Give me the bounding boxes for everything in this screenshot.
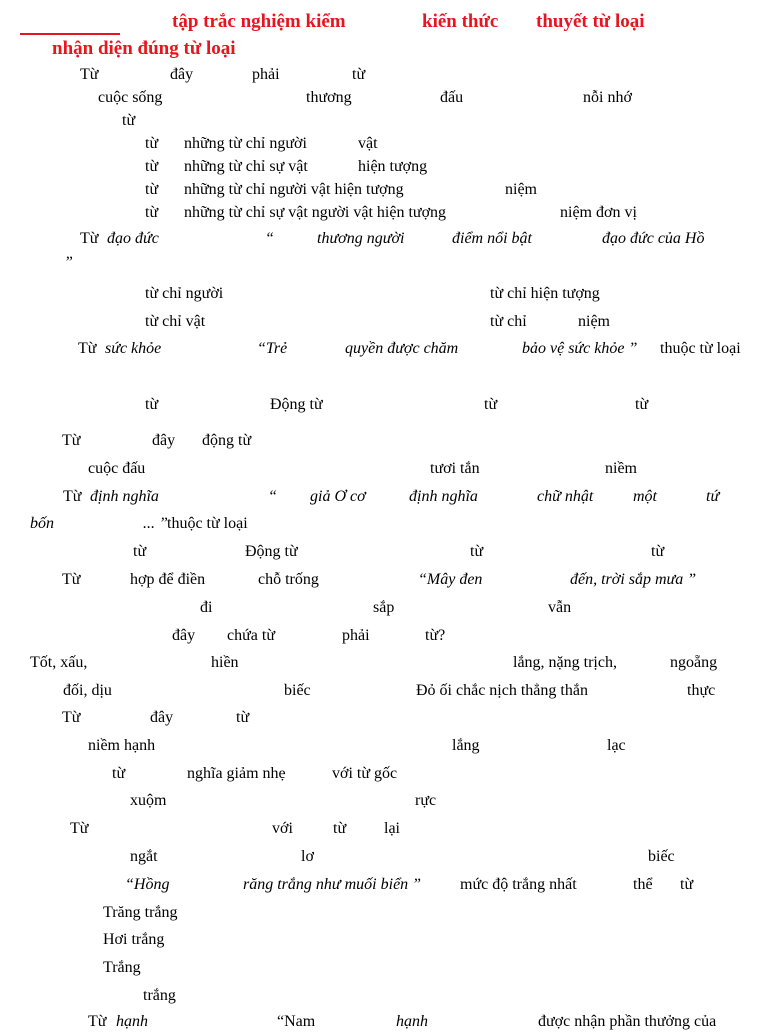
text-fragment: tứ: [706, 488, 720, 505]
text-fragment: từ: [236, 709, 250, 726]
text-fragment: ngoẵng: [670, 654, 718, 671]
text-fragment: thuộc từ loại: [660, 340, 741, 357]
text-fragment: “Mây đen: [418, 571, 483, 588]
option-c: từ: [470, 543, 484, 560]
text-fragment: hợp để điền: [130, 571, 206, 588]
option-d: Đỏ ối chắc nịch thẳng thắn: [416, 682, 588, 699]
text-fragment: với: [272, 820, 293, 837]
text-fragment: một: [633, 488, 657, 505]
text-fragment: từ: [352, 66, 366, 83]
option-b: Động từ: [270, 396, 323, 413]
option-label: từ: [145, 135, 159, 152]
text-fragment: Từ: [62, 709, 81, 726]
text-fragment: chứa từ: [227, 627, 275, 644]
text-fragment: “: [265, 230, 274, 247]
subtitle: nhận diện đúng từ loại: [52, 38, 236, 59]
text-fragment: Từ: [80, 230, 99, 247]
text-fragment: lại: [384, 820, 400, 837]
option-c: từ chỉ vật: [145, 313, 206, 330]
text-fragment: thuộc từ loại: [167, 515, 248, 532]
option-d: từ chỉ: [490, 313, 527, 330]
text-fragment: từ: [122, 112, 136, 129]
option-label: từ: [145, 204, 159, 221]
text-fragment: quyền được chăm: [345, 340, 459, 357]
option-a: xuộm: [130, 792, 167, 809]
text-fragment: “Hồng: [125, 876, 170, 893]
option-a: từ: [145, 396, 159, 413]
text-fragment: từ: [680, 876, 694, 893]
quoted-word: sức khỏe: [105, 340, 162, 357]
text-fragment: với từ gốc: [332, 765, 398, 782]
title-part-3: thuyết từ loại: [536, 11, 645, 32]
quoted-word: định nghĩa: [90, 488, 159, 505]
title-part-1: tập trắc nghiệm kiểm: [172, 11, 346, 32]
text-fragment: “Nam: [277, 1013, 316, 1030]
text-fragment: cuộc sống: [98, 89, 163, 106]
text-fragment: vật: [358, 135, 378, 152]
title-part-2: kiến thức: [422, 11, 499, 32]
text-fragment: bốn: [30, 515, 54, 532]
text-fragment: từ: [333, 820, 347, 837]
text-fragment: những từ chỉ người vật hiện tượng: [184, 181, 404, 198]
text-fragment: đối, dịu: [63, 682, 112, 699]
option-c: Trắng: [103, 959, 141, 976]
text-fragment: thể: [633, 876, 653, 893]
text-fragment: hạnh: [396, 1013, 428, 1030]
text-fragment: “Trẻ: [257, 340, 288, 357]
text-fragment: Từ: [70, 820, 89, 837]
text-fragment: niệm: [505, 181, 537, 198]
text-fragment: điểm nổi bật: [452, 230, 532, 247]
text-fragment: chỗ trống: [258, 571, 319, 588]
text-fragment: phải: [342, 627, 370, 644]
option-b: từ chỉ hiện tượng: [490, 285, 600, 302]
option-a: cuộc đấu: [88, 460, 146, 477]
option-a: từ chỉ người: [145, 285, 224, 302]
option-a: niềm hạnh: [88, 737, 156, 754]
option-c: rực: [415, 792, 437, 809]
text-fragment: nghĩa giảm nhẹ: [187, 765, 286, 782]
text-fragment: nỗi nhớ: [583, 89, 632, 106]
option-b: lắng, nặng trịch,: [513, 654, 617, 671]
text-fragment: đây: [150, 709, 174, 726]
text-fragment: niệm: [578, 313, 610, 330]
text-fragment: Từ: [62, 432, 81, 449]
option-label: từ: [145, 181, 159, 198]
text-fragment: mức độ trắng nhất: [460, 876, 577, 893]
option-label: từ: [145, 158, 159, 175]
text-fragment: đạo đức của Hồ: [602, 230, 705, 247]
text-fragment: đấu: [440, 89, 464, 106]
text-fragment: ”: [64, 254, 73, 271]
option-a: Trăng trắng: [103, 904, 178, 921]
text-fragment: đây: [152, 432, 176, 449]
text-fragment: Từ: [63, 488, 82, 505]
text-fragment: động từ: [202, 432, 252, 449]
option-d: biếc: [648, 848, 675, 865]
text-fragment: những từ chỉ người: [184, 135, 307, 152]
text-fragment: từ: [112, 765, 126, 782]
option-d: từ: [651, 543, 665, 560]
option-c: biếc: [284, 682, 311, 699]
option-c: lơ: [301, 848, 314, 865]
option-c: từ: [484, 396, 498, 413]
quoted-word: hạnh: [116, 1013, 148, 1030]
text-fragment: thương người: [317, 230, 405, 247]
option-b: sắp: [373, 599, 395, 616]
text-fragment: hiện tượng: [358, 158, 428, 175]
text-fragment: những từ chỉ sự vật: [184, 158, 308, 175]
text-fragment: đây: [172, 627, 196, 644]
option-d: trắng: [143, 987, 176, 1004]
text-fragment: hiền: [211, 654, 239, 671]
text-fragment: Từ: [80, 66, 99, 83]
title-underline: [20, 33, 120, 35]
text-fragment: thương: [306, 89, 352, 106]
option-b: Hơi trắng: [103, 931, 165, 948]
option-c: lắng: [452, 737, 480, 754]
text-fragment: Từ: [88, 1013, 107, 1030]
text-fragment: “: [268, 488, 277, 505]
text-fragment: những từ chỉ sự vật người vật hiện tượng: [184, 204, 447, 221]
text-fragment: thực: [687, 682, 716, 699]
option-a: ngắt: [130, 848, 158, 865]
quoted-word: đạo đức: [107, 230, 159, 247]
text-fragment: bảo vệ sức khỏe ”: [522, 340, 638, 357]
text-fragment: giả Ơ cơ: [310, 488, 366, 505]
text-fragment: định nghĩa: [409, 488, 478, 505]
option-a: Tốt, xấu,: [30, 654, 88, 671]
text-fragment: Từ: [62, 571, 81, 588]
text-fragment: răng trắng như muối biển ”: [243, 876, 422, 893]
text-fragment: từ?: [425, 627, 446, 644]
text-fragment: đây: [170, 66, 194, 83]
option-c: tươi tắn: [430, 460, 480, 477]
text-fragment: được nhận phần thưởng của: [538, 1013, 717, 1030]
text-fragment: niệm đơn vị: [560, 204, 637, 221]
text-fragment: ... ”: [143, 515, 168, 532]
text-fragment: đến, trời sắp mưa ”: [570, 571, 697, 588]
option-d: từ: [635, 396, 649, 413]
option-a: đi: [200, 599, 213, 616]
option-a: từ: [133, 543, 147, 560]
option-b: Động từ: [245, 543, 298, 560]
text-fragment: phải: [252, 66, 280, 83]
option-c: vẫn: [548, 599, 572, 616]
text-fragment: chữ nhật: [537, 488, 594, 505]
text-fragment: Từ: [78, 340, 97, 357]
option-d: lạc: [607, 737, 626, 754]
option-d: niềm: [605, 460, 637, 477]
